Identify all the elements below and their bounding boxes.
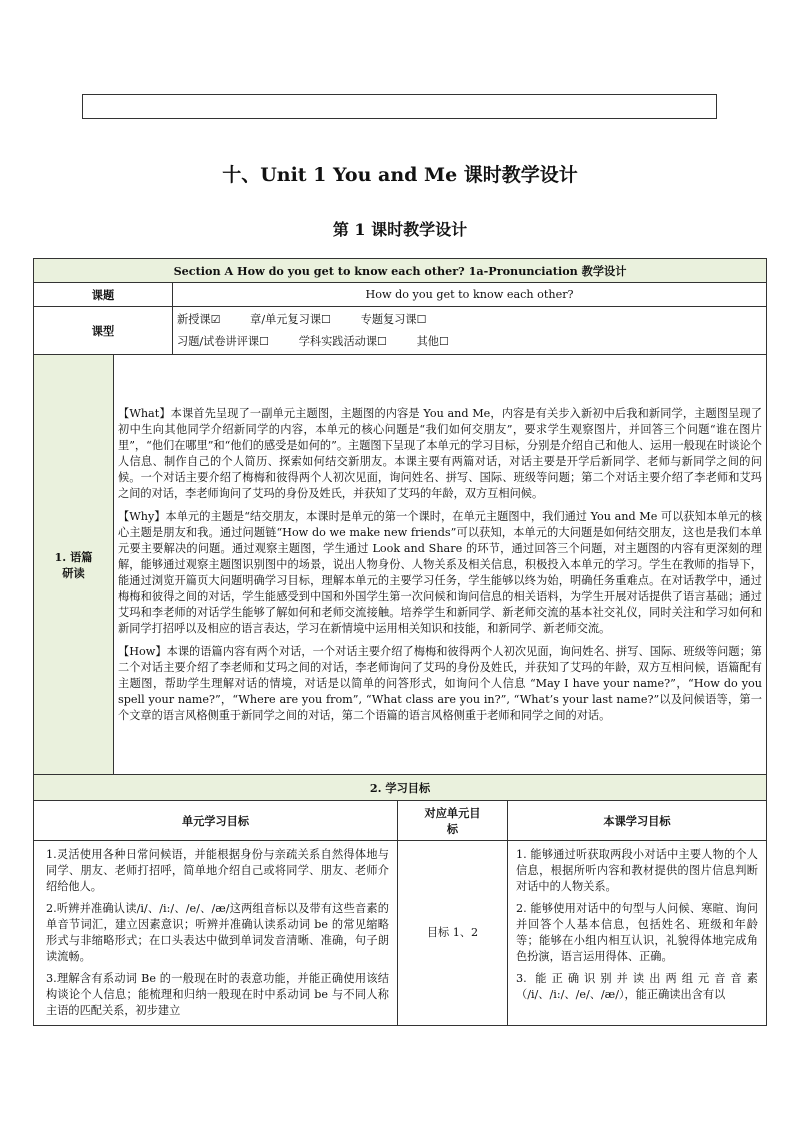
reading-content <box>114 355 767 775</box>
mapping-cell: 目标 1、2 <box>398 841 508 1026</box>
how-paragraph: 【How】本课的语篇内容有两个对话，一个对话主要介绍了梅梅和彼得两个人初次见面，询问姓名、拼写、国际、班级等问题；第二个对话主要介绍了李老师和艾玛之间的对话，李老师询问了艾玛的身份及姓氏，并获知了艾玛的年龄，双方互相问候，语篇配有主题图，帮助学生理解对话的情境，对话是以简单的问答形式，如询问个人信息 “May I have your name?”，“How do you spell your name?”，“Where are you from”, “What class are you in?”, “What’s your last name?”以及问候语等，第一个文章的语言风格侧重于新同学之间的对话，第二个语篇的语言风格侧重于老师和同学之间的对话。 <box>118 644 762 722</box>
option-unit-review: 章/单元复习课☐ <box>250 312 332 326</box>
lesson-type-row <box>34 307 767 355</box>
lesson-type-label: 课型 <box>34 307 173 355</box>
mapping-header-line1: 对应单元目 <box>424 805 481 820</box>
lesson-goal-item: 3. 能正确识别并读出两组元音音素（/i/、/i:/、/e/、/æ/），能正确读出含有以 <box>516 972 758 1001</box>
topic-row <box>34 283 767 307</box>
goals-content-row <box>34 841 767 1026</box>
mapping-header <box>398 801 508 841</box>
option-other: 其他☐ <box>416 334 449 348</box>
option-topic-review: 专题复习课☐ <box>360 312 427 326</box>
mapping-header-line2: 标 <box>446 821 459 836</box>
section-header-row <box>34 259 767 283</box>
goals-column-header-row <box>34 801 767 841</box>
unit-goal-item: 2.听辨并准确认读/i/、/i:/、/e/、/æ/这两组音标以及带有这些音素的单音节词汇，建立因素意识；听辨并准确认读系动词 be 的常见缩略形式与非缩略形式；在口头表达中做到单词发音清晰、准确，句子朗读流畅。 <box>46 902 389 963</box>
topic-value: How do you get to know each other? <box>173 283 767 307</box>
lesson-design-table <box>33 258 767 1026</box>
reading-label <box>34 355 114 775</box>
what-paragraph: 【What】本课首先呈现了一副单元主题图，主题图的内容是 You and Me，内容是有关步入新初中后我和新同学，主题图呈现了初中生向其他同学介绍新同学的内容，本单元的核心问题是“我们如何交朋友”，要求学生观察图片，并回答三个问题“谁在图片里”，“他们在哪里”和“他们的感受是如何的”。主题图下呈现了本单元的学习目标，分别是介绍自己和他人、运用一般现在时谈论个人信息、制作自己的个人简历、探索如何结交新朋友。本课主要有两篇对话，对话主要是开学后新同学、老师与新同学之间的问候。一个对话主要介绍了梅梅和彼得两个人初次见面，询问姓名、拼写、国际、班级等问题；第二个对话主要介绍了李老师和艾玛之间的对话，李老师询问了艾玛的身份及姓氏，并获知了艾玛的年龄，双方互相问候。 <box>118 406 762 500</box>
unit-goal-item: 1.灵活使用各种日常问候语，并能根据身份与亲疏关系自然得体地与同学、朋友、老师打招呼，简单地介绍自己或将同学、朋友、老师介绍给他人。 <box>46 848 389 893</box>
reading-analysis-row <box>34 355 767 775</box>
lesson-subtitle: 第 1 课时教学设计 <box>332 220 468 239</box>
page-header-box <box>82 94 717 119</box>
unit-goal-item: 3.理解含有系动词 Be 的一般现在时的表意功能，并能正确使用该结构谈论个人信息；能梳理和归纳一般现在时中系动词 be 与不同人称主语的匹配关系，初步建立 <box>46 972 389 1017</box>
topic-label: 课题 <box>34 283 173 307</box>
document-title: 十、Unit 1 You and Me 课时教学设计 <box>222 164 578 186</box>
section-header: Section A How do you get to know each other? 1a-Pronunciation 教学设计 <box>34 259 767 283</box>
unit-goals-cell <box>34 841 398 1026</box>
lesson-goal-item: 1. 能够通过听获取两段小对话中主要人物的个人信息，根据所听内容和教材提供的图片信息判断对话中的人物关系。 <box>516 848 758 893</box>
unit-goals-header: 单元学习目标 <box>34 801 398 841</box>
lesson-goal-item: 2. 能够使用对话中的句型与人问候、寒暄、询问并回答个人基本信息，包括姓名、班级和年龄等；能够在小组内相互认识，礼貌得体地完成角色扮演，语言运用得体、正确。 <box>516 902 758 963</box>
option-practice-activity: 学科实践活动课☐ <box>298 334 388 348</box>
option-new-lesson: 新授课☑ <box>177 312 221 326</box>
reading-label-line2: 研读 <box>62 565 85 580</box>
goals-section-label: 2. 学习目标 <box>34 775 767 801</box>
lesson-goals-cell <box>508 841 767 1026</box>
goals-header-row <box>34 775 767 801</box>
why-paragraph: 【Why】本单元的主题是“结交朋友，本课时是单元的第一个课时，在单元主题图中，我们通过 You and Me 可以获知本单元的核心主题是朋友和我。通过问题链“How do we make new friends”可以获知，本单元的大问题是如何结交朋友，这也是我们本单元要主要解决的问题。通过观察主题图，学生通过 Look and Share 的环节，通过回答三个问题，对主题图的内容有更深刻的理解，能够通过观察主题图识别图中的场景，说出人物身份、人物关系及相关信息，积极投入本单元的学习。学生在教师的指导下，能通过浏览开篇页大问题明确学习目标，理解本单元的主要学习任务，学生能够以终为始，明确任务重难点。在对话教学中，通过梅梅和彼得之间的对话，学生能感受到中国和外国学生第一次问候和询问信息的相关语料，为学生开展对话提供了语言基础；通过艾玛和李老师的对话学生能够了解如何和老师交流接触。培养学生和新同学、新老师交流的基本社交礼仪，同时关注和学习如何和新同学打招呼以及相应的语言表达，学习在新情境中运用相关知识和技能，和新同学、新老师交流。 <box>118 509 762 635</box>
option-exercise-review: 习题/试卷讲评课☐ <box>177 334 270 348</box>
lesson-type-options <box>173 307 767 355</box>
lesson-goals-header: 本课学习目标 <box>508 801 767 841</box>
reading-label-line1: 1. 语篇 <box>54 549 93 564</box>
